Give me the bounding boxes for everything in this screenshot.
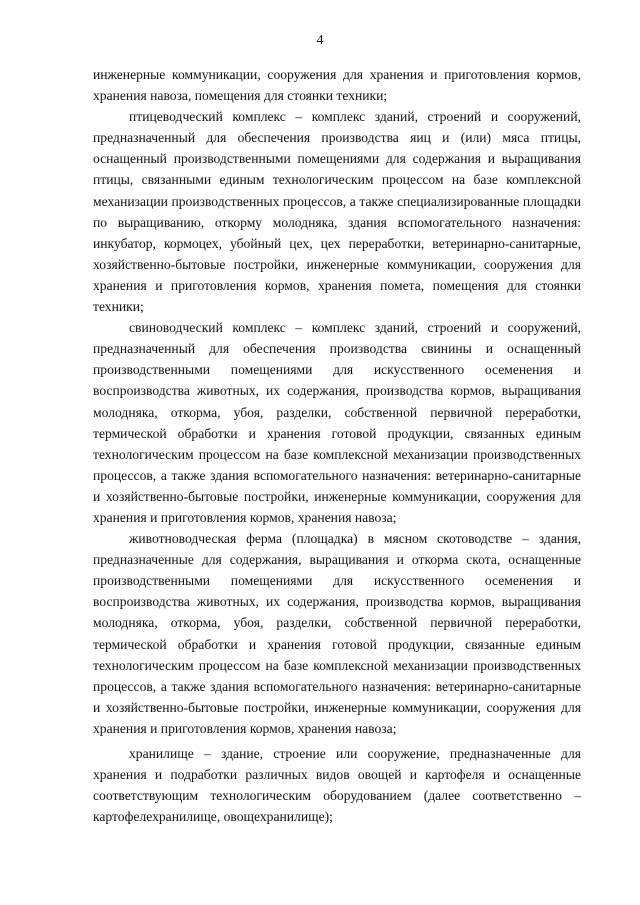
page-number: 4 — [316, 33, 324, 48]
paragraph-continuation: инженерные коммуникации, сооружения для хранения и приготовления кормов, хранения навоза, помещения для стоянки техники; — [93, 67, 581, 104]
paragraph-storage: хранилище – здание, строение или сооружение, предназначенные для хранения и подработки различных видов овощей и картофеля и оснащенные соответствующим технологическим оборудованием (далее соответственно – картофелехранилище, овощехранилище); — [93, 746, 581, 825]
paragraph-livestock-farm: животноводческая ферма (площадка) в мясном скотоводстве – здания, предназначенные для содержания, выращивания и откорма скота, оснащенные производственными помещениями для искусственного осеменения и воспроизводства животных, их содержания, производства кормов, выращивания молодняка, откорма, убоя, разделки, собственной первичной переработки, термической обработки и хранения готовой продукции, связанные единым технологическим процессом на базе комплексной механизации производственных процессов, а также здания вспомогательного назначения: ветеринарно-санитарные и хозяйственно-бытовые постройки, инженерные коммуникации, сооружения для хранения и приготовления кормов, хранения навоза; — [93, 531, 581, 736]
document-body — [93, 64, 581, 827]
paragraph-poultry-complex: птицеводческий комплекс – комплекс зданий, строений и сооружений, предназначенный для обеспечения производства яиц и (или) мяса птицы, оснащенный производственными помещениями для содержания и выращивания птицы, связанными единым технологическим процессом на базе комплексной механизации производственных процессов, а также специализированные площадки по выращиванию, откорму молодняка, здания вспомогательного назначения: инкубатор, кормоцех, убойный цех, цех переработки, ветеринарно-санитарные, хозяйственно-бытовые постройки, инженерные коммуникации, сооружения для хранения и приготовления кормов, хранения помета, помещения для стоянки техники; — [93, 109, 581, 315]
paragraph-pig-complex: свиноводческий комплекс – комплекс зданий, строений и сооружений, предназначенный для обеспечения производства свинины и оснащенный производственными помещениями для искусственного осеменения и воспроизводства животных, их содержания, производства кормов, выращивания молодняка, откорма, убоя, разделки, собственной первичной переработки, термической обработки и хранения готовой продукции, связанных единым технологическим процессом на базе комплексной механизации производственных процессов, а также здания вспомогательного назначения: ветеринарно-санитарные и хозяйственно-бытовые постройки, инженерные коммуникации, сооружения для хранения и приготовления кормов, хранения навоза; — [93, 320, 581, 525]
